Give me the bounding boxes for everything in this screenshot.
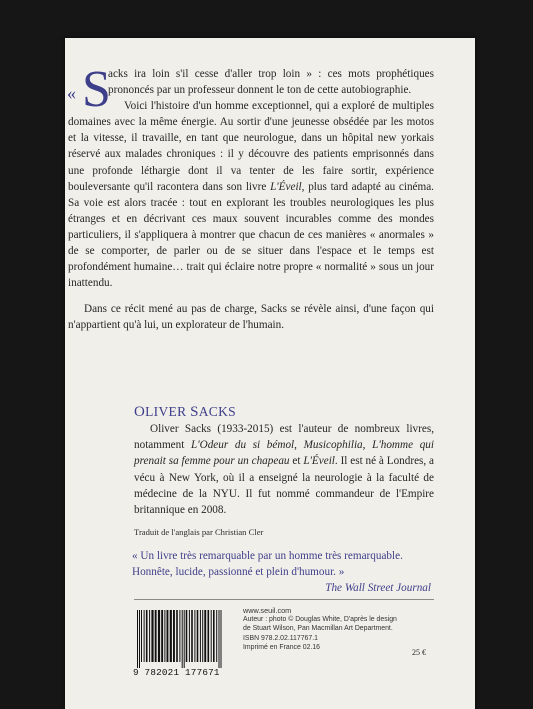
barcode-bar <box>139 610 140 668</box>
barcode-bar <box>158 610 160 662</box>
printed-line: Imprimé en France 02.16 <box>243 644 320 652</box>
blurb-paragraph-1-text: acks ira loin s'il cesse d'aller trop loin » : ces mots prophétiques prononcés par un professeur donnent le ton de cette autobiographie. <box>108 68 434 97</box>
barcode-digits: 9 782021 177671 <box>133 667 220 678</box>
credit-line-2: de Stuart Wilson, Pan Macmillan Art Department. <box>243 625 393 633</box>
credit-line-1: Auteur : photo © Douglas White, D'après le design <box>243 616 397 623</box>
press-quote-source: The Wall Street Journal <box>325 582 431 594</box>
barcode-bar <box>186 610 188 662</box>
blurb-paragraph-2-text-a: Voici l'histoire d'un homme exceptionnel, qui a exploré de multiples domaines avec la même énergie. Au sortir d'une jeunesse obsédée par les motos et la vitesse, il travaille, en tant que neurologue, dans un hôpital new yorkais réservé aux malades chroniques : il y découvre des patients emprisonnés dans une profonde léthargie dont il va tenter de les faire sortir, expérience bouleversante qu'il racontera dans son livre <box>68 100 434 193</box>
barcode-bar <box>173 610 175 662</box>
barcode-bar <box>194 610 195 662</box>
blurb-book-title: L'Éveil <box>270 180 302 193</box>
barcode-bar <box>151 610 153 662</box>
bio-sep-3: et <box>292 455 301 468</box>
blurb-paragraph-3: Dans ce récit mené au pas de charge, Sacks se révèle ainsi, d'une façon qui n'appartient qu'à lui, un explorateur de l'humain. <box>68 303 434 332</box>
blurb-paragraph-2-text-b: , plus tard adapté au cinéma. Sa voie est alors tracée : tout en explorant les troubles neurologiques les plus étranges et en décrivant ces maux souvent incurables comme des mondes particuliers, il s'appliquera à montrer que chacun de ces manières « anormales » de se comporter, de parler ou de se situer dans l'espace et le temps est profondément humaine… trait qui éclaire notre propre « normalité » sous un jour inattendu. <box>68 180 434 290</box>
barcode-bar <box>167 610 169 662</box>
barcode-bar <box>137 610 138 668</box>
bio-book-4: L'Éveil <box>303 455 335 468</box>
barcode-bar <box>164 610 165 662</box>
cover-credits <box>243 615 408 653</box>
barcode-bar <box>219 610 220 668</box>
author-heading-initial-1: O <box>134 404 146 420</box>
barcode-bar <box>197 610 199 662</box>
author-heading <box>134 404 236 421</box>
barcode-bar <box>208 610 210 662</box>
author-heading-rest-1: LIVER <box>145 404 187 419</box>
press-quote-text: « Un livre très remarquable par un homme très remarquable. Honnête, lucide, passionné et plein d'humour. » <box>132 550 403 578</box>
press-quote <box>132 548 437 596</box>
barcode-bar <box>155 610 157 662</box>
price-label: 25 € <box>412 648 426 657</box>
isbn-line: ISBN 978.2.02.117767.1 <box>243 634 318 642</box>
bio-sep-1: , <box>294 439 297 452</box>
barcode-bar <box>176 610 178 662</box>
bio-book-3: L'homme qui prenait sa femme pour un chapeau <box>134 439 434 468</box>
bio-book-2: Musicophilia <box>303 439 363 452</box>
barcode-bar <box>170 610 172 662</box>
barcode-bar <box>221 610 222 668</box>
bio-book-1: L'Odeur du si bémol <box>191 439 295 452</box>
author-heading-initial-2: S <box>190 404 199 420</box>
blurb-paragraph-2 <box>68 98 434 291</box>
barcode <box>133 610 237 676</box>
bio-sep-2: , <box>362 439 366 452</box>
blurb-text <box>67 61 434 334</box>
divider-line <box>134 599 434 600</box>
barcode-bar <box>161 610 163 662</box>
barcode-bar <box>144 610 145 662</box>
barcode-bar <box>189 610 190 662</box>
drop-cap-letter: S <box>82 61 111 118</box>
drop-cap-group <box>67 61 111 118</box>
publisher-url: www.seuil.com <box>243 606 292 615</box>
bio-text-a: Oliver Sacks (1933-2015) est l'auteur de nombreux livres, notamment <box>134 423 434 452</box>
barcode-bar <box>213 610 215 662</box>
barcode-bar <box>200 610 201 662</box>
barcode-bar <box>141 610 142 662</box>
barcode-bar <box>179 610 180 662</box>
author-heading-rest-2: ACKS <box>198 404 236 419</box>
barcode-bar <box>146 610 148 662</box>
barcode-bars <box>133 610 237 668</box>
barcode-bar <box>211 610 212 662</box>
barcode-bar <box>202 610 203 662</box>
blurb-paragraph-1 <box>67 61 434 118</box>
barcode-bar <box>216 610 217 662</box>
barcode-bar <box>191 610 193 662</box>
barcode-bar <box>204 610 206 662</box>
barcode-bar <box>182 610 183 668</box>
author-bio-paragraph <box>134 421 434 518</box>
bio-text-b: . Il est né à Londres, a vécu à New York, où il a enseigné la neurologie à la faculté de médecine de la NYU. Il fut nommé commandeur de l'Empire britannique en 2008. <box>134 455 435 517</box>
author-bio <box>134 421 434 518</box>
opening-quote-mark: « <box>67 83 76 103</box>
barcode-bar <box>184 610 185 668</box>
translator-credit: Traduit de l'anglais par Christian Cler <box>134 527 264 537</box>
barcode-bar <box>149 610 150 662</box>
